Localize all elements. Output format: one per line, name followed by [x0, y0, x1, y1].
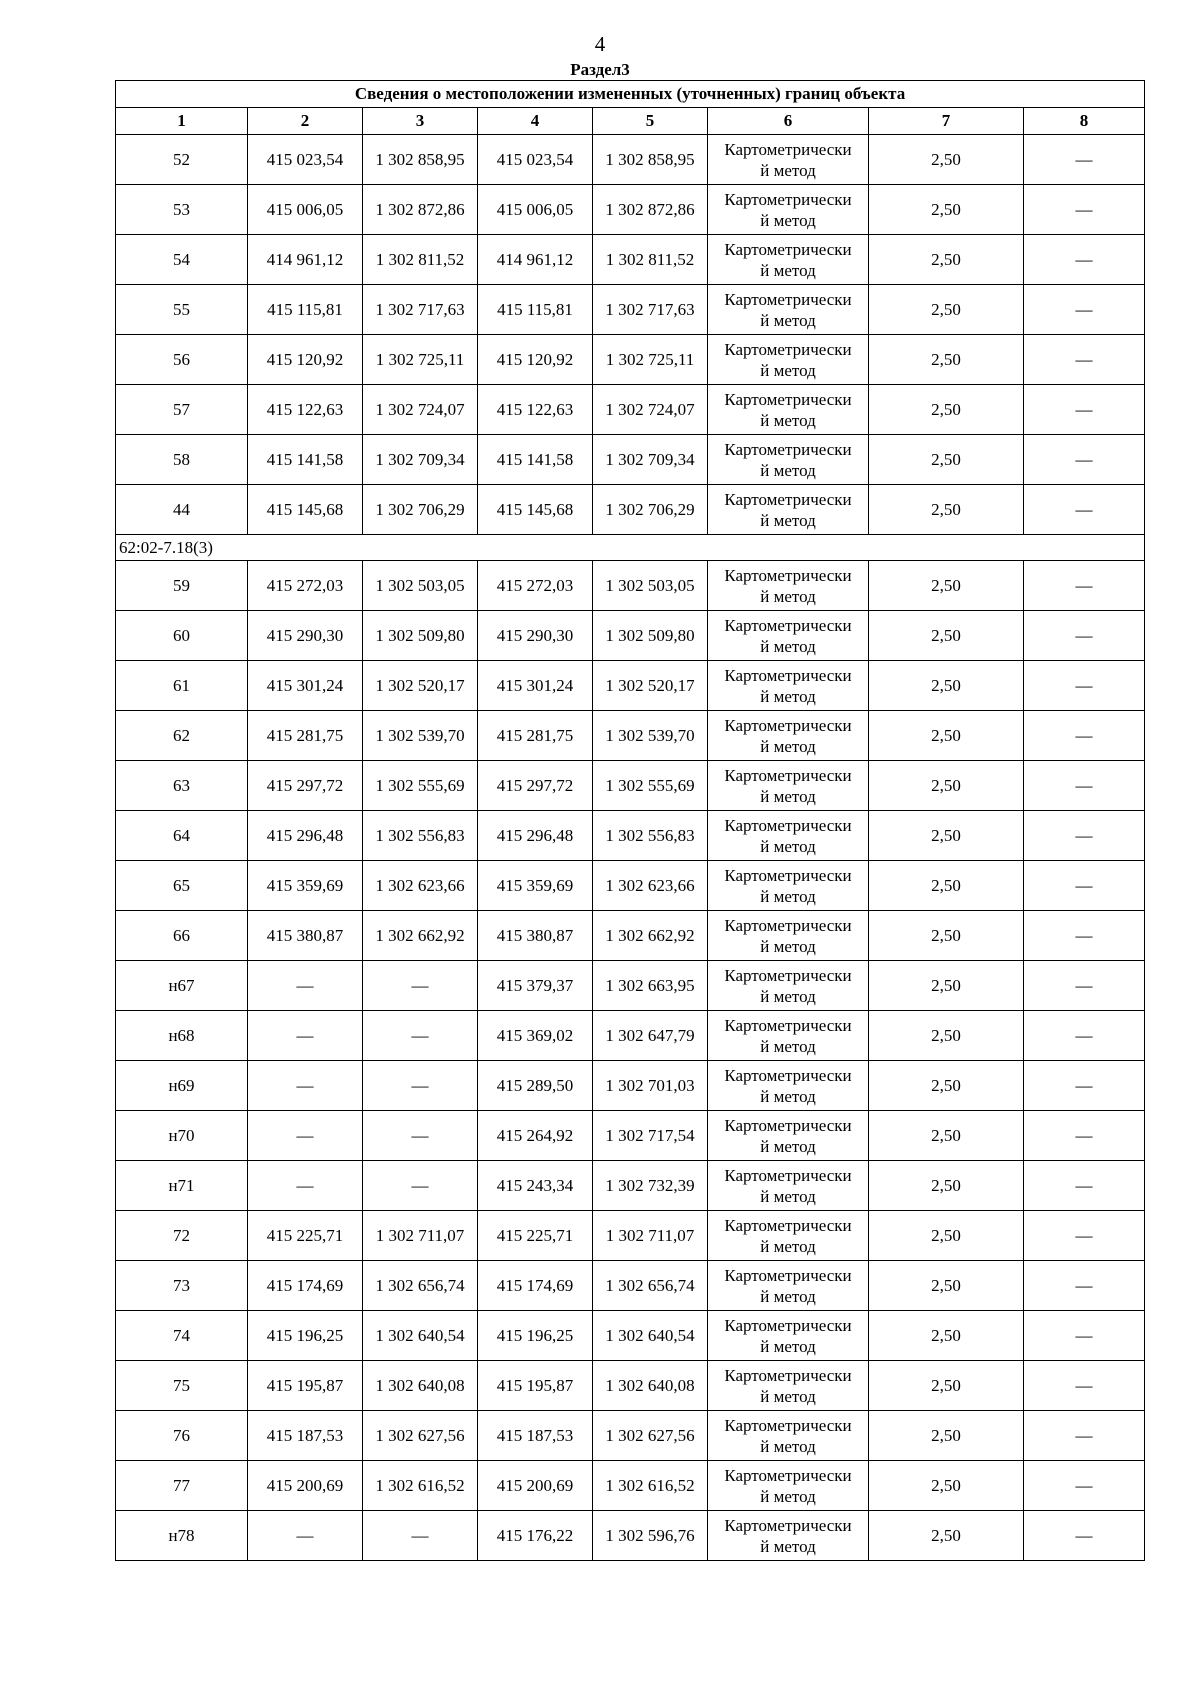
accuracy-cell: 2,50 — [869, 385, 1024, 435]
point-number-cell: 66 — [116, 911, 248, 961]
table-row — [116, 335, 1145, 385]
new-x-cell: 415 243,34 — [478, 1161, 593, 1211]
method-cell: Картометрически й метод — [708, 961, 869, 1011]
method-cell: Картометрически й метод — [708, 1061, 869, 1111]
new-y-cell: 1 302 663,95 — [593, 961, 708, 1011]
table-row — [116, 911, 1145, 961]
point-number-cell: 55 — [116, 285, 248, 335]
new-y-cell: 1 302 701,03 — [593, 1061, 708, 1111]
method-cell: Картометрически й метод — [708, 1461, 869, 1511]
new-x-cell: 415 122,63 — [478, 385, 593, 435]
new-y-cell: 1 302 509,80 — [593, 611, 708, 661]
point-number-cell: 52 — [116, 135, 248, 185]
new-x-cell: 415 176,22 — [478, 1511, 593, 1561]
accuracy-cell: 2,50 — [869, 611, 1024, 661]
description-cell: — — [1024, 185, 1145, 235]
column-number: 4 — [478, 108, 593, 135]
new-x-cell: 415 281,75 — [478, 711, 593, 761]
old-y-cell: 1 302 539,70 — [363, 711, 478, 761]
accuracy-cell: 2,50 — [869, 861, 1024, 911]
new-y-cell: 1 302 647,79 — [593, 1011, 708, 1061]
old-x-cell: 415 115,81 — [248, 285, 363, 335]
point-number-cell: 72 — [116, 1211, 248, 1261]
new-y-cell: 1 302 623,66 — [593, 861, 708, 911]
old-x-cell: 415 023,54 — [248, 135, 363, 185]
method-cell: Картометрически й метод — [708, 711, 869, 761]
description-cell: — — [1024, 485, 1145, 535]
old-y-cell: 1 302 616,52 — [363, 1461, 478, 1511]
description-cell: — — [1024, 385, 1145, 435]
accuracy-cell: 2,50 — [869, 1411, 1024, 1461]
new-y-cell: 1 302 711,07 — [593, 1211, 708, 1261]
new-y-cell: 1 302 709,34 — [593, 435, 708, 485]
accuracy-cell: 2,50 — [869, 1161, 1024, 1211]
new-x-cell: 415 296,48 — [478, 811, 593, 861]
method-cell: Картометрически й метод — [708, 761, 869, 811]
new-y-cell: 1 302 725,11 — [593, 335, 708, 385]
table-row — [116, 1461, 1145, 1511]
old-x-cell: 415 359,69 — [248, 861, 363, 911]
method-cell: Картометрически й метод — [708, 1261, 869, 1311]
coordinates-table — [115, 80, 1145, 1561]
old-x-cell: — — [248, 1161, 363, 1211]
accuracy-cell: 2,50 — [869, 911, 1024, 961]
method-cell: Картометрически й метод — [708, 911, 869, 961]
method-cell: Картометрически й метод — [708, 185, 869, 235]
old-y-cell: — — [363, 1011, 478, 1061]
old-y-cell: 1 302 656,74 — [363, 1261, 478, 1311]
old-x-cell: 415 006,05 — [248, 185, 363, 235]
accuracy-cell: 2,50 — [869, 435, 1024, 485]
point-number-cell: н68 — [116, 1011, 248, 1061]
new-x-cell: 415 225,71 — [478, 1211, 593, 1261]
new-x-cell: 415 115,81 — [478, 285, 593, 335]
old-y-cell: 1 302 509,80 — [363, 611, 478, 661]
column-number-row — [116, 108, 1145, 135]
old-x-cell: 415 187,53 — [248, 1411, 363, 1461]
old-x-cell: 415 141,58 — [248, 435, 363, 485]
method-cell: Картометрически й метод — [708, 611, 869, 661]
new-y-cell: 1 302 724,07 — [593, 385, 708, 435]
method-cell: Картометрически й метод — [708, 1161, 869, 1211]
method-cell: Картометрически й метод — [708, 1361, 869, 1411]
method-cell: Картометрически й метод — [708, 1511, 869, 1561]
accuracy-cell: 2,50 — [869, 561, 1024, 611]
new-x-cell: 415 187,53 — [478, 1411, 593, 1461]
table-row — [116, 1061, 1145, 1111]
description-cell: — — [1024, 1461, 1145, 1511]
point-number-cell: 59 — [116, 561, 248, 611]
group-label: 62:02-7.18(3) — [116, 535, 1145, 561]
description-cell: — — [1024, 285, 1145, 335]
method-cell: Картометрически й метод — [708, 1411, 869, 1461]
new-x-cell: 415 290,30 — [478, 611, 593, 661]
accuracy-cell: 2,50 — [869, 661, 1024, 711]
description-cell: — — [1024, 1411, 1145, 1461]
method-cell: Картометрически й метод — [708, 135, 869, 185]
table-row — [116, 561, 1145, 611]
old-x-cell: 415 174,69 — [248, 1261, 363, 1311]
point-number-cell: 74 — [116, 1311, 248, 1361]
description-cell: — — [1024, 1311, 1145, 1361]
description-cell: — — [1024, 961, 1145, 1011]
description-cell: — — [1024, 1361, 1145, 1411]
old-y-cell: 1 302 627,56 — [363, 1411, 478, 1461]
old-x-cell: 415 296,48 — [248, 811, 363, 861]
table-row — [116, 235, 1145, 285]
table-row — [116, 135, 1145, 185]
method-cell: Картометрически й метод — [708, 335, 869, 385]
new-x-cell: 414 961,12 — [478, 235, 593, 285]
table-row — [116, 961, 1145, 1011]
new-x-cell: 415 380,87 — [478, 911, 593, 961]
old-x-cell: 414 961,12 — [248, 235, 363, 285]
new-y-cell: 1 302 662,92 — [593, 911, 708, 961]
old-x-cell: 415 380,87 — [248, 911, 363, 961]
accuracy-cell: 2,50 — [869, 711, 1024, 761]
description-cell: — — [1024, 911, 1145, 961]
new-x-cell: 415 195,87 — [478, 1361, 593, 1411]
new-y-cell: 1 302 858,95 — [593, 135, 708, 185]
old-x-cell: 415 200,69 — [248, 1461, 363, 1511]
new-x-cell: 415 120,92 — [478, 335, 593, 385]
accuracy-cell: 2,50 — [869, 185, 1024, 235]
new-y-cell: 1 302 640,54 — [593, 1311, 708, 1361]
old-x-cell: — — [248, 1011, 363, 1061]
method-cell: Картометрически й метод — [708, 861, 869, 911]
description-cell: — — [1024, 235, 1145, 285]
description-cell: — — [1024, 711, 1145, 761]
new-x-cell: 415 369,02 — [478, 1011, 593, 1061]
old-x-cell: — — [248, 1111, 363, 1161]
point-number-cell: 60 — [116, 611, 248, 661]
description-cell: — — [1024, 811, 1145, 861]
old-y-cell: 1 302 706,29 — [363, 485, 478, 535]
accuracy-cell: 2,50 — [869, 1111, 1024, 1161]
old-y-cell: 1 302 556,83 — [363, 811, 478, 861]
point-number-cell: 63 — [116, 761, 248, 811]
description-cell: — — [1024, 761, 1145, 811]
point-number-cell: н67 — [116, 961, 248, 1011]
table-row — [116, 861, 1145, 911]
point-number-cell: н78 — [116, 1511, 248, 1561]
accuracy-cell: 2,50 — [869, 235, 1024, 285]
old-x-cell: — — [248, 1511, 363, 1561]
accuracy-cell: 2,50 — [869, 1061, 1024, 1111]
point-number-cell: н70 — [116, 1111, 248, 1161]
method-cell: Картометрически й метод — [708, 285, 869, 335]
old-y-cell: — — [363, 1161, 478, 1211]
description-cell: — — [1024, 1061, 1145, 1111]
old-y-cell: 1 302 811,52 — [363, 235, 478, 285]
accuracy-cell: 2,50 — [869, 285, 1024, 335]
table-row — [116, 285, 1145, 335]
new-y-cell: 1 302 503,05 — [593, 561, 708, 611]
point-number-cell: 53 — [116, 185, 248, 235]
new-x-cell: 415 200,69 — [478, 1461, 593, 1511]
table-row — [116, 1511, 1145, 1561]
method-cell: Картометрически й метод — [708, 485, 869, 535]
accuracy-cell: 2,50 — [869, 761, 1024, 811]
method-cell: Картометрически й метод — [708, 385, 869, 435]
old-y-cell: 1 302 640,54 — [363, 1311, 478, 1361]
section-title: Раздел3 — [570, 60, 630, 79]
table-row — [116, 1161, 1145, 1211]
description-cell: — — [1024, 1261, 1145, 1311]
accuracy-cell: 2,50 — [869, 1311, 1024, 1361]
description-cell: — — [1024, 435, 1145, 485]
old-y-cell: 1 302 717,63 — [363, 285, 478, 335]
new-y-cell: 1 302 656,74 — [593, 1261, 708, 1311]
description-cell: — — [1024, 1211, 1145, 1261]
new-y-cell: 1 302 717,63 — [593, 285, 708, 335]
table-row — [116, 485, 1145, 535]
old-x-cell: 415 281,75 — [248, 711, 363, 761]
accuracy-cell: 2,50 — [869, 1261, 1024, 1311]
old-x-cell: 415 290,30 — [248, 611, 363, 661]
old-y-cell: 1 302 711,07 — [363, 1211, 478, 1261]
new-y-cell: 1 302 872,86 — [593, 185, 708, 235]
old-x-cell: 415 195,87 — [248, 1361, 363, 1411]
point-number-cell: 76 — [116, 1411, 248, 1461]
new-y-cell: 1 302 717,54 — [593, 1111, 708, 1161]
old-y-cell: 1 302 709,34 — [363, 435, 478, 485]
new-x-cell: 415 145,68 — [478, 485, 593, 535]
description-cell: — — [1024, 1511, 1145, 1561]
accuracy-cell: 2,50 — [869, 1511, 1024, 1561]
description-cell: — — [1024, 1011, 1145, 1061]
new-x-cell: 415 141,58 — [478, 435, 593, 485]
point-number-cell: 64 — [116, 811, 248, 861]
accuracy-cell: 2,50 — [869, 1211, 1024, 1261]
old-y-cell: — — [363, 961, 478, 1011]
old-y-cell: — — [363, 1061, 478, 1111]
point-number-cell: 44 — [116, 485, 248, 535]
old-y-cell: 1 302 858,95 — [363, 135, 478, 185]
method-cell: Картометрически й метод — [708, 561, 869, 611]
column-number: 3 — [363, 108, 478, 135]
new-x-cell: 415 174,69 — [478, 1261, 593, 1311]
new-y-cell: 1 302 596,76 — [593, 1511, 708, 1561]
old-x-cell: 415 301,24 — [248, 661, 363, 711]
old-y-cell: — — [363, 1111, 478, 1161]
method-cell: Картометрически й метод — [708, 1111, 869, 1161]
description-cell: — — [1024, 1161, 1145, 1211]
accuracy-cell: 2,50 — [869, 1461, 1024, 1511]
accuracy-cell: 2,50 — [869, 135, 1024, 185]
method-cell: Картометрически й метод — [708, 1011, 869, 1061]
point-number-cell: 75 — [116, 1361, 248, 1411]
old-y-cell: 1 302 520,17 — [363, 661, 478, 711]
new-x-cell: 415 301,24 — [478, 661, 593, 711]
accuracy-cell: 2,50 — [869, 811, 1024, 861]
old-y-cell: 1 302 640,08 — [363, 1361, 478, 1411]
table-row — [116, 435, 1145, 485]
accuracy-cell: 2,50 — [869, 1361, 1024, 1411]
column-number: 8 — [1024, 108, 1145, 135]
old-x-cell: 415 120,92 — [248, 335, 363, 385]
old-y-cell: 1 302 872,86 — [363, 185, 478, 235]
method-cell: Картометрически й метод — [708, 1211, 869, 1261]
point-number-cell: 62 — [116, 711, 248, 761]
page-number: 4 — [594, 32, 606, 56]
table-caption: Сведения о местоположении измененных (уточненных) границ объекта — [116, 81, 1145, 108]
new-y-cell: 1 302 555,69 — [593, 761, 708, 811]
method-cell: Картометрически й метод — [708, 435, 869, 485]
point-number-cell: 58 — [116, 435, 248, 485]
point-number-cell: 77 — [116, 1461, 248, 1511]
new-x-cell: 415 272,03 — [478, 561, 593, 611]
table-row — [116, 1011, 1145, 1061]
new-x-cell: 415 006,05 — [478, 185, 593, 235]
accuracy-cell: 2,50 — [869, 485, 1024, 535]
table-row — [116, 761, 1145, 811]
point-number-cell: н71 — [116, 1161, 248, 1211]
point-number-cell: 57 — [116, 385, 248, 435]
old-y-cell: 1 302 725,11 — [363, 335, 478, 385]
table-row — [116, 185, 1145, 235]
old-x-cell: 415 145,68 — [248, 485, 363, 535]
new-y-cell: 1 302 811,52 — [593, 235, 708, 285]
old-x-cell: — — [248, 961, 363, 1011]
table-body — [116, 135, 1145, 1561]
old-x-cell: 415 225,71 — [248, 1211, 363, 1261]
new-x-cell: 415 379,37 — [478, 961, 593, 1011]
table-row — [116, 1311, 1145, 1361]
point-number-cell: 73 — [116, 1261, 248, 1311]
point-number-cell: н69 — [116, 1061, 248, 1111]
description-cell: — — [1024, 611, 1145, 661]
new-x-cell: 415 264,92 — [478, 1111, 593, 1161]
group-row — [116, 535, 1145, 561]
table-row — [116, 661, 1145, 711]
description-cell: — — [1024, 861, 1145, 911]
method-cell: Картометрически й метод — [708, 1311, 869, 1361]
old-x-cell: 415 272,03 — [248, 561, 363, 611]
column-number: 1 — [116, 108, 248, 135]
accuracy-cell: 2,50 — [869, 961, 1024, 1011]
table-row — [116, 1361, 1145, 1411]
method-cell: Картометрически й метод — [708, 811, 869, 861]
new-x-cell: 415 196,25 — [478, 1311, 593, 1361]
old-y-cell: 1 302 724,07 — [363, 385, 478, 435]
new-y-cell: 1 302 556,83 — [593, 811, 708, 861]
new-y-cell: 1 302 627,56 — [593, 1411, 708, 1461]
new-y-cell: 1 302 520,17 — [593, 661, 708, 711]
old-y-cell: 1 302 623,66 — [363, 861, 478, 911]
description-cell: — — [1024, 335, 1145, 385]
new-y-cell: 1 302 732,39 — [593, 1161, 708, 1211]
column-number: 5 — [593, 108, 708, 135]
old-x-cell: 415 297,72 — [248, 761, 363, 811]
old-y-cell: — — [363, 1511, 478, 1561]
column-number: 6 — [708, 108, 869, 135]
column-number: 2 — [248, 108, 363, 135]
new-y-cell: 1 302 616,52 — [593, 1461, 708, 1511]
old-x-cell: — — [248, 1061, 363, 1111]
description-cell: — — [1024, 1111, 1145, 1161]
old-x-cell: 415 196,25 — [248, 1311, 363, 1361]
table-row — [116, 1411, 1145, 1461]
point-number-cell: 54 — [116, 235, 248, 285]
description-cell: — — [1024, 135, 1145, 185]
new-x-cell: 415 297,72 — [478, 761, 593, 811]
accuracy-cell: 2,50 — [869, 1011, 1024, 1061]
new-y-cell: 1 302 539,70 — [593, 711, 708, 761]
table-row — [116, 1261, 1145, 1311]
description-cell: — — [1024, 661, 1145, 711]
new-y-cell: 1 302 706,29 — [593, 485, 708, 535]
old-x-cell: 415 122,63 — [248, 385, 363, 435]
table-row — [116, 385, 1145, 435]
point-number-cell: 61 — [116, 661, 248, 711]
point-number-cell: 65 — [116, 861, 248, 911]
description-cell: — — [1024, 561, 1145, 611]
new-y-cell: 1 302 640,08 — [593, 1361, 708, 1411]
table-row — [116, 611, 1145, 661]
old-y-cell: 1 302 662,92 — [363, 911, 478, 961]
table-row — [116, 811, 1145, 861]
table-row — [116, 1111, 1145, 1161]
new-x-cell: 415 289,50 — [478, 1061, 593, 1111]
old-y-cell: 1 302 503,05 — [363, 561, 478, 611]
old-y-cell: 1 302 555,69 — [363, 761, 478, 811]
accuracy-cell: 2,50 — [869, 335, 1024, 385]
table-row — [116, 711, 1145, 761]
new-x-cell: 415 023,54 — [478, 135, 593, 185]
point-number-cell: 56 — [116, 335, 248, 385]
new-x-cell: 415 359,69 — [478, 861, 593, 911]
method-cell: Картометрически й метод — [708, 235, 869, 285]
method-cell: Картометрически й метод — [708, 661, 869, 711]
column-number: 7 — [869, 108, 1024, 135]
table-row — [116, 1211, 1145, 1261]
